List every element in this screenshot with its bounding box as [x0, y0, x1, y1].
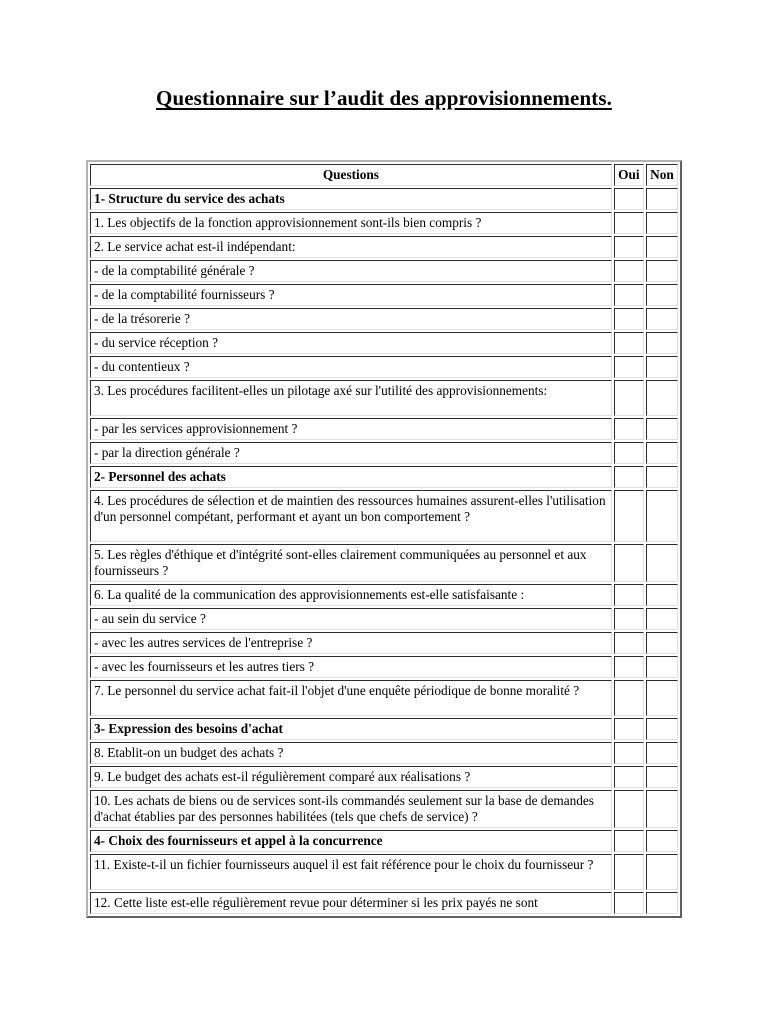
non-answer-cell[interactable]: [646, 854, 678, 890]
section-row: [90, 188, 678, 210]
oui-answer-cell[interactable]: [614, 212, 644, 234]
oui-answer-cell[interactable]: [614, 356, 644, 378]
non-answer-cell[interactable]: [646, 418, 678, 440]
section-row: [90, 830, 678, 852]
question-row: [90, 544, 678, 582]
question-text: - de la comptabilité fournisseurs ?: [90, 284, 612, 306]
oui-answer-cell[interactable]: [614, 260, 644, 282]
questions-column-header: Questions: [90, 164, 612, 186]
non-answer-cell[interactable]: [646, 284, 678, 306]
non-answer-cell[interactable]: [646, 680, 678, 716]
question-row: [90, 854, 678, 890]
oui-answer-cell[interactable]: [614, 332, 644, 354]
question-row: [90, 766, 678, 788]
non-answer-cell[interactable]: [646, 742, 678, 764]
non-answer-cell[interactable]: [646, 442, 678, 464]
section-title: 2- Personnel des achats: [90, 466, 612, 488]
question-row: [90, 442, 678, 464]
oui-answer-cell[interactable]: [614, 742, 644, 764]
oui-answer-cell[interactable]: [614, 632, 644, 654]
question-row: [90, 380, 678, 416]
question-text: 10. Les achats de biens ou de services sont-ils commandés seulement sur la base de demandes d'achat établies par des personnes habilitées (tels que chefs de service) ?: [90, 790, 612, 828]
question-row: [90, 608, 678, 630]
question-text: - par la direction générale ?: [90, 442, 612, 464]
oui-answer-cell[interactable]: [614, 766, 644, 788]
question-row: [90, 236, 678, 258]
oui-answer-cell[interactable]: [614, 656, 644, 678]
question-text: 1. Les objectifs de la fonction approvisionnement sont-ils bien compris ?: [90, 212, 612, 234]
non-answer-cell[interactable]: [646, 766, 678, 788]
non-answer-cell[interactable]: [646, 584, 678, 606]
question-row: [90, 490, 678, 542]
question-text: 6. La qualité de la communication des approvisionnements est-elle satisfaisante :: [90, 584, 612, 606]
section-row: [90, 718, 678, 740]
oui-answer-cell[interactable]: [614, 718, 644, 740]
non-answer-cell[interactable]: [646, 260, 678, 282]
oui-answer-cell[interactable]: [614, 584, 644, 606]
oui-answer-cell[interactable]: [614, 380, 644, 416]
non-answer-cell[interactable]: [646, 466, 678, 488]
oui-answer-cell[interactable]: [614, 466, 644, 488]
question-text: 12. Cette liste est-elle régulièrement revue pour déterminer si les prix payés ne sont: [90, 892, 612, 914]
non-answer-cell[interactable]: [646, 830, 678, 852]
oui-answer-cell[interactable]: [614, 284, 644, 306]
oui-answer-cell[interactable]: [614, 308, 644, 330]
question-row: [90, 418, 678, 440]
non-answer-cell[interactable]: [646, 212, 678, 234]
question-row: [90, 332, 678, 354]
oui-answer-cell[interactable]: [614, 680, 644, 716]
non-answer-cell[interactable]: [646, 332, 678, 354]
question-row: [90, 260, 678, 282]
section-title: 3- Expression des besoins d'achat: [90, 718, 612, 740]
questionnaire-body: [90, 188, 678, 914]
non-answer-cell[interactable]: [646, 656, 678, 678]
question-row: [90, 680, 678, 716]
question-text: - de la comptabilité générale ?: [90, 260, 612, 282]
question-text: 11. Existe-t-il un fichier fournisseurs auquel il est fait référence pour le choix du fournisseur ?: [90, 854, 612, 890]
table-header-row: [90, 164, 678, 186]
question-text: - avec les fournisseurs et les autres tiers ?: [90, 656, 612, 678]
non-answer-cell[interactable]: [646, 236, 678, 258]
non-answer-cell[interactable]: [646, 380, 678, 416]
question-text: 7. Le personnel du service achat fait-il l'objet d'une enquête périodique de bonne moralité ?: [90, 680, 612, 716]
non-answer-cell[interactable]: [646, 608, 678, 630]
question-row: [90, 656, 678, 678]
oui-answer-cell[interactable]: [614, 442, 644, 464]
question-text: 3. Les procédures facilitent-elles un pilotage axé sur l'utilité des approvisionnements:: [90, 380, 612, 416]
oui-answer-cell[interactable]: [614, 490, 644, 542]
question-row: [90, 284, 678, 306]
question-row: [90, 308, 678, 330]
oui-answer-cell[interactable]: [614, 790, 644, 828]
non-answer-cell[interactable]: [646, 490, 678, 542]
section-title: 1- Structure du service des achats: [90, 188, 612, 210]
question-text: 5. Les règles d'éthique et d'intégrité sont-elles clairement communiquées au personnel et aux fournisseurs ?: [90, 544, 612, 582]
question-text: - du service réception ?: [90, 332, 612, 354]
question-row: [90, 632, 678, 654]
questionnaire-table: [86, 160, 682, 918]
oui-answer-cell[interactable]: [614, 892, 644, 914]
oui-answer-cell[interactable]: [614, 418, 644, 440]
question-row: [90, 584, 678, 606]
question-text: 9. Le budget des achats est-il régulièrement comparé aux réalisations ?: [90, 766, 612, 788]
non-answer-cell[interactable]: [646, 308, 678, 330]
question-row: [90, 892, 678, 914]
question-text: - avec les autres services de l'entreprise ?: [90, 632, 612, 654]
oui-answer-cell[interactable]: [614, 544, 644, 582]
question-text: - par les services approvisionnement ?: [90, 418, 612, 440]
non-answer-cell[interactable]: [646, 718, 678, 740]
question-text: - du contentieux ?: [90, 356, 612, 378]
question-text: 2. Le service achat est-il indépendant:: [90, 236, 612, 258]
non-answer-cell[interactable]: [646, 790, 678, 828]
non-answer-cell[interactable]: [646, 632, 678, 654]
question-row: [90, 356, 678, 378]
question-text: - de la trésorerie ?: [90, 308, 612, 330]
oui-column-header: Oui: [614, 164, 644, 186]
oui-answer-cell[interactable]: [614, 236, 644, 258]
non-answer-cell[interactable]: [646, 356, 678, 378]
oui-answer-cell[interactable]: [614, 188, 644, 210]
question-text: - au sein du service ?: [90, 608, 612, 630]
document-title: Questionnaire sur l’audit des approvisionnements.: [156, 86, 612, 110]
section-title: 4- Choix des fournisseurs et appel à la concurrence: [90, 830, 612, 852]
question-text: 8. Etablit-on un budget des achats ?: [90, 742, 612, 764]
question-row: [90, 790, 678, 828]
oui-answer-cell[interactable]: [614, 608, 644, 630]
non-column-header: Non: [646, 164, 678, 186]
oui-answer-cell[interactable]: [614, 830, 644, 852]
question-row: [90, 742, 678, 764]
question-row: [90, 212, 678, 234]
question-text: 4. Les procédures de sélection et de maintien des ressources humaines assurent-elles l'utilisation d'un personnel compétant, performant et ayant un bon comportement ?: [90, 490, 612, 542]
section-row: [90, 466, 678, 488]
non-answer-cell[interactable]: [646, 544, 678, 582]
non-answer-cell[interactable]: [646, 188, 678, 210]
oui-answer-cell[interactable]: [614, 854, 644, 890]
non-answer-cell[interactable]: [646, 892, 678, 914]
